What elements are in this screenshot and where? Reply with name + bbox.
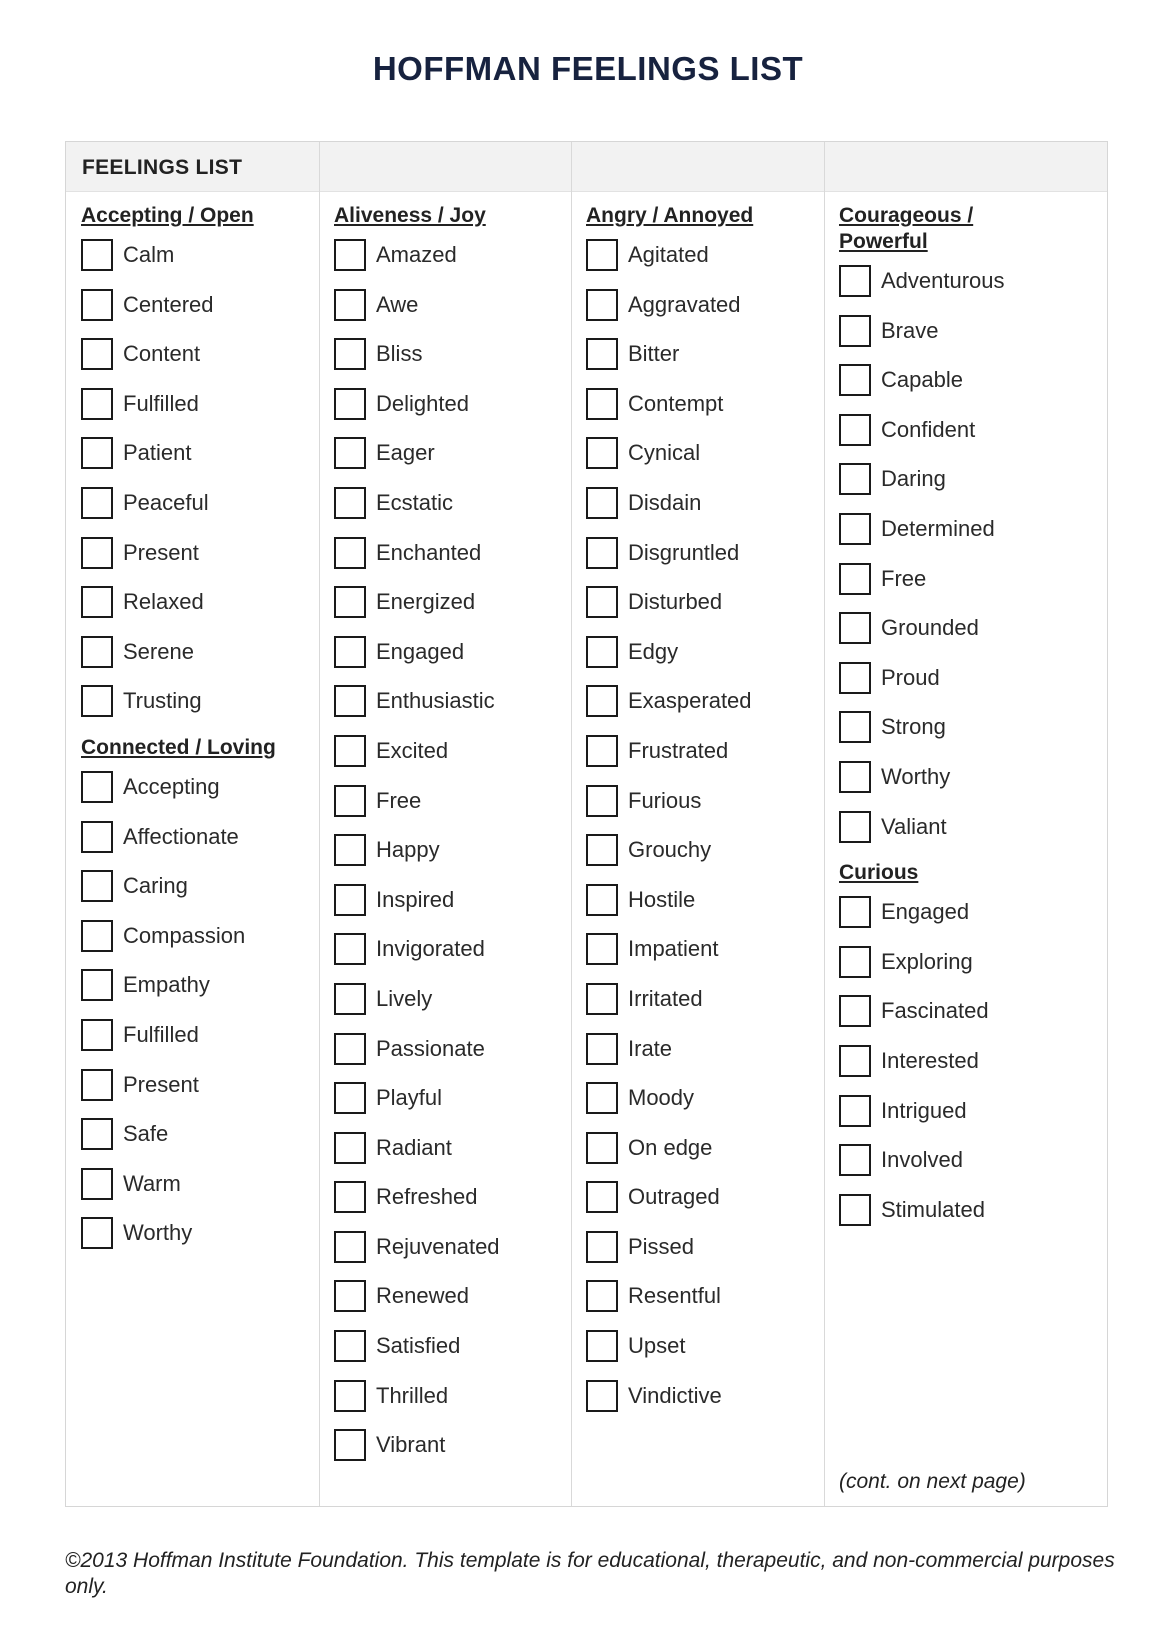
feeling-label: Edgy	[628, 638, 679, 664]
feeling-checkbox[interactable]	[839, 761, 871, 793]
feeling-label: Free	[376, 787, 422, 813]
feeling-item[interactable]	[334, 785, 554, 835]
feeling-checkbox[interactable]	[839, 513, 871, 545]
feeling-label: Empathy	[123, 972, 210, 998]
feeling-item[interactable]	[81, 487, 301, 537]
feeling-item[interactable]	[586, 1082, 806, 1132]
feeling-label: Satisfied	[376, 1333, 461, 1359]
feeling-checkbox[interactable]	[334, 1082, 366, 1114]
feeling-item[interactable]	[334, 338, 554, 388]
feeling-checkbox[interactable]	[839, 414, 871, 446]
feeling-checkbox[interactable]	[839, 995, 871, 1027]
feeling-label: Happy	[376, 837, 440, 863]
feeling-label: Stimulated	[881, 1196, 985, 1222]
feeling-checkbox[interactable]	[586, 437, 618, 469]
feeling-checkbox[interactable]	[334, 289, 366, 321]
feeling-checkbox[interactable]	[839, 896, 871, 928]
feeling-item[interactable]	[334, 437, 554, 487]
feeling-item[interactable]	[839, 1045, 1059, 1095]
feeling-item[interactable]	[586, 487, 806, 537]
feeling-item[interactable]	[839, 463, 1059, 513]
feeling-label: Capable	[881, 367, 963, 393]
feeling-checkbox[interactable]	[586, 338, 618, 370]
feeling-label: Agitated	[628, 242, 709, 267]
feeling-item[interactable]	[839, 1095, 1059, 1145]
feeling-item[interactable]	[334, 636, 554, 686]
feeling-label: Exasperated	[628, 688, 752, 714]
section-heading: Accepting / Open	[81, 204, 254, 227]
feeling-item[interactable]	[586, 933, 806, 983]
feeling-item[interactable]	[586, 1280, 806, 1330]
feeling-checkbox[interactable]	[586, 1380, 618, 1412]
feeling-item[interactable]	[81, 437, 301, 487]
feeling-item[interactable]	[334, 834, 554, 884]
feeling-item[interactable]	[586, 239, 806, 289]
feeling-item[interactable]	[586, 586, 806, 636]
section-heading: Connected / Loving	[81, 735, 276, 759]
feeling-checkbox[interactable]	[839, 1095, 871, 1127]
feeling-checkbox[interactable]	[586, 1181, 618, 1213]
feeling-checkbox[interactable]	[839, 1194, 871, 1226]
feeling-label: Intrigued	[881, 1097, 967, 1123]
column-divider	[571, 142, 572, 1506]
feeling-label: Exploring	[881, 948, 973, 974]
feeling-checkbox[interactable]	[586, 735, 618, 767]
feeling-item[interactable]	[81, 636, 301, 686]
feeling-item[interactable]	[586, 636, 806, 686]
feeling-checkbox[interactable]	[586, 685, 618, 717]
feeling-item[interactable]	[586, 785, 806, 835]
feeling-label: Caring	[123, 873, 188, 899]
feeling-checkbox[interactable]	[334, 1033, 366, 1065]
feeling-item[interactable]	[586, 685, 806, 735]
feeling-label: Awe	[376, 291, 419, 317]
feeling-item[interactable]	[586, 884, 806, 934]
feeling-checkbox[interactable]	[586, 884, 618, 916]
feeling-label: Fulfilled	[123, 390, 199, 416]
feeling-label: Radiant	[376, 1134, 452, 1160]
feeling-label: Impatient	[628, 936, 719, 962]
feeling-label: Centered	[123, 291, 214, 317]
feeling-item[interactable]	[334, 1280, 554, 1330]
feeling-checkbox[interactable]	[334, 735, 366, 767]
feeling-label: Trusting	[123, 688, 202, 714]
feeling-label: Vindictive	[628, 1382, 722, 1408]
feeling-item[interactable]	[839, 995, 1059, 1045]
feeling-checkbox[interactable]	[81, 1217, 113, 1249]
feeling-item[interactable]	[586, 437, 806, 487]
feeling-checkbox[interactable]	[334, 685, 366, 717]
feeling-checkbox[interactable]	[586, 933, 618, 965]
feeling-item[interactable]	[839, 265, 1059, 315]
feeling-item[interactable]	[334, 735, 554, 785]
feeling-checkbox[interactable]	[586, 289, 618, 321]
feeling-item[interactable]	[586, 1231, 806, 1281]
feeling-checkbox[interactable]	[81, 537, 113, 569]
feeling-item[interactable]	[586, 388, 806, 438]
feeling-item[interactable]	[586, 983, 806, 1033]
feeling-item[interactable]	[81, 289, 301, 339]
feelings-column-2	[334, 203, 554, 1479]
feeling-label: Grounded	[881, 615, 979, 641]
feeling-checkbox[interactable]	[81, 1118, 113, 1150]
feeling-checkbox[interactable]	[81, 636, 113, 668]
feeling-item[interactable]	[839, 612, 1059, 662]
feeling-item[interactable]	[586, 735, 806, 785]
feeling-checkbox[interactable]	[586, 1280, 618, 1312]
feelings-column-4	[839, 203, 1059, 1243]
feeling-checkbox[interactable]	[334, 537, 366, 569]
feeling-label: Affectionate	[123, 823, 239, 849]
feeling-item[interactable]	[81, 239, 301, 289]
feeling-checkbox[interactable]	[81, 920, 113, 952]
feeling-item[interactable]	[81, 771, 301, 821]
feeling-label: Bitter	[628, 341, 680, 367]
feeling-item[interactable]	[334, 983, 554, 1033]
feeling-label: Grouchy	[628, 837, 712, 863]
section-heading: Aliveness / Joy	[334, 204, 486, 227]
feeling-label: Relaxed	[123, 589, 204, 615]
feeling-item[interactable]	[334, 289, 554, 339]
feeling-checkbox[interactable]	[586, 1330, 618, 1362]
feeling-label: Eager	[376, 440, 435, 466]
feeling-checkbox[interactable]	[334, 437, 366, 469]
feeling-label: Rejuvenated	[376, 1233, 500, 1259]
feeling-item[interactable]	[81, 685, 301, 735]
feeling-item[interactable]	[839, 711, 1059, 761]
feeling-item[interactable]	[81, 1217, 301, 1267]
feeling-label: Strong	[881, 714, 946, 740]
feeling-item[interactable]	[839, 315, 1059, 365]
feeling-label: Valiant	[881, 813, 947, 839]
feeling-label: Renewed	[376, 1283, 469, 1309]
feeling-label: Inspired	[376, 886, 455, 912]
feeling-label: Involved	[881, 1147, 963, 1173]
feeling-label: Enthusiastic	[376, 688, 495, 714]
feeling-label: Playful	[376, 1085, 443, 1111]
feeling-label: Enchanted	[376, 539, 482, 565]
feeling-item[interactable]	[839, 563, 1059, 613]
feeling-label: Amazed	[376, 242, 457, 267]
feeling-label: Compassion	[123, 922, 246, 948]
feeling-checkbox[interactable]	[839, 811, 871, 843]
feeling-item[interactable]	[334, 586, 554, 636]
feeling-item[interactable]	[334, 1429, 554, 1479]
feeling-label: Delighted	[376, 390, 469, 416]
feeling-checkbox[interactable]	[81, 1019, 113, 1051]
feeling-checkbox[interactable]	[586, 1132, 618, 1164]
feelings-table	[65, 141, 1108, 1507]
feeling-item[interactable]	[81, 969, 301, 1019]
feeling-item[interactable]	[334, 1181, 554, 1231]
feeling-label: Invigorated	[376, 936, 485, 962]
feeling-checkbox[interactable]	[334, 1181, 366, 1213]
feeling-checkbox[interactable]	[334, 388, 366, 420]
feeling-checkbox[interactable]	[81, 586, 113, 618]
feeling-label: Worthy	[881, 763, 951, 789]
feeling-checkbox[interactable]	[334, 983, 366, 1015]
feeling-checkbox[interactable]	[334, 933, 366, 965]
feeling-label: Pissed	[628, 1233, 695, 1259]
feeling-checkbox[interactable]	[334, 586, 366, 618]
feeling-label: Proud	[881, 664, 940, 690]
column-divider	[824, 142, 825, 1506]
feeling-checkbox[interactable]	[334, 1380, 366, 1412]
feeling-checkbox[interactable]	[839, 612, 871, 644]
feeling-item[interactable]	[334, 239, 554, 289]
feeling-checkbox[interactable]	[586, 1231, 618, 1263]
feeling-label: Daring	[881, 466, 946, 492]
feeling-checkbox[interactable]	[839, 711, 871, 743]
feeling-label: Thrilled	[376, 1382, 449, 1408]
feeling-item[interactable]	[81, 1118, 301, 1168]
feeling-checkbox[interactable]	[586, 983, 618, 1015]
feeling-label: Bliss	[376, 341, 423, 367]
feeling-checkbox[interactable]	[586, 537, 618, 569]
feeling-checkbox[interactable]	[81, 437, 113, 469]
feeling-label: Content	[123, 341, 201, 367]
feeling-checkbox[interactable]	[81, 487, 113, 519]
feeling-item[interactable]	[839, 1194, 1059, 1244]
feeling-checkbox[interactable]	[81, 969, 113, 1001]
feeling-label: Cynical	[628, 440, 701, 466]
feeling-label: Accepting	[123, 773, 220, 799]
feeling-checkbox[interactable]	[334, 338, 366, 370]
feeling-item[interactable]	[81, 920, 301, 970]
feeling-item[interactable]	[81, 1168, 301, 1218]
feeling-checkbox[interactable]	[334, 834, 366, 866]
feeling-item[interactable]	[334, 1082, 554, 1132]
feeling-checkbox[interactable]	[81, 388, 113, 420]
feeling-label: Engaged	[376, 638, 465, 664]
feeling-item[interactable]	[81, 1069, 301, 1119]
feeling-label: Aggravated	[628, 291, 741, 317]
feeling-label: Confident	[881, 416, 976, 442]
feeling-label: Excited	[376, 737, 449, 763]
feeling-label: Irritated	[628, 985, 703, 1011]
feeling-checkbox[interactable]	[334, 1231, 366, 1263]
feeling-label: Peaceful	[123, 489, 209, 515]
feeling-item[interactable]	[586, 1181, 806, 1231]
feeling-checkbox[interactable]	[334, 785, 366, 817]
feeling-checkbox[interactable]	[81, 1069, 113, 1101]
feeling-checkbox[interactable]	[586, 1033, 618, 1065]
feeling-item[interactable]	[334, 1132, 554, 1182]
feeling-label: Resentful	[628, 1283, 721, 1309]
feeling-label: Warm	[123, 1170, 181, 1196]
feeling-item[interactable]	[334, 685, 554, 735]
page-title: HOFFMAN FEELINGS LIST	[372, 50, 804, 87]
feeling-item[interactable]	[839, 414, 1059, 464]
feeling-label: Brave	[881, 317, 939, 343]
feeling-checkbox[interactable]	[586, 1082, 618, 1114]
feeling-label: Disgruntled	[628, 539, 740, 565]
feeling-checkbox[interactable]	[81, 821, 113, 853]
feeling-item[interactable]	[839, 1144, 1059, 1194]
feeling-checkbox[interactable]	[586, 834, 618, 866]
section-heading: Courageous / Powerful	[839, 204, 974, 253]
feeling-item[interactable]	[586, 537, 806, 587]
feeling-label: Patient	[123, 440, 192, 466]
feeling-item[interactable]	[334, 1330, 554, 1380]
feeling-label: Worthy	[123, 1220, 193, 1246]
feeling-item[interactable]	[334, 388, 554, 438]
feeling-label: Interested	[881, 1047, 979, 1073]
feeling-item[interactable]	[81, 1019, 301, 1069]
feeling-item[interactable]	[586, 1132, 806, 1182]
feeling-item[interactable]	[334, 884, 554, 934]
feeling-label: Outraged	[628, 1184, 720, 1210]
feeling-item[interactable]	[81, 821, 301, 871]
feeling-checkbox[interactable]	[334, 1132, 366, 1164]
feeling-label: Frustrated	[628, 737, 729, 763]
feeling-checkbox[interactable]	[81, 239, 113, 271]
feeling-checkbox[interactable]	[334, 487, 366, 519]
feeling-item[interactable]	[839, 946, 1059, 996]
feeling-label: Hostile	[628, 886, 696, 912]
feeling-label: Fascinated	[881, 998, 989, 1024]
feeling-item[interactable]	[586, 1380, 806, 1430]
feeling-checkbox[interactable]	[839, 563, 871, 595]
feeling-checkbox[interactable]	[839, 946, 871, 978]
feeling-label: Energized	[376, 589, 476, 615]
feeling-label: Engaged	[881, 899, 970, 925]
feeling-checkbox[interactable]	[586, 586, 618, 618]
feeling-label: Present	[123, 1071, 199, 1097]
feeling-item[interactable]	[586, 338, 806, 388]
feeling-item[interactable]	[839, 513, 1059, 563]
feeling-checkbox[interactable]	[334, 239, 366, 271]
feeling-label: Refreshed	[376, 1184, 478, 1210]
feeling-checkbox[interactable]	[839, 1045, 871, 1077]
feeling-item[interactable]	[334, 1033, 554, 1083]
feeling-label: Upset	[628, 1333, 686, 1359]
feeling-item[interactable]	[81, 388, 301, 438]
feeling-label: Moody	[628, 1085, 695, 1111]
feeling-item[interactable]	[586, 1033, 806, 1083]
feeling-item[interactable]	[81, 338, 301, 388]
feeling-checkbox[interactable]	[334, 636, 366, 668]
feeling-label: Lively	[376, 985, 433, 1011]
feeling-item[interactable]	[334, 1231, 554, 1281]
feeling-checkbox[interactable]	[839, 1144, 871, 1176]
table-header-row	[66, 142, 1107, 192]
feeling-item[interactable]	[334, 487, 554, 537]
feeling-label: Safe	[123, 1121, 169, 1147]
feeling-checkbox[interactable]	[839, 463, 871, 495]
feeling-label: Disturbed	[628, 589, 723, 615]
feeling-label: Present	[123, 539, 199, 565]
copyright-footer: ©2013 Hoffman Institute Foundation. This template is for educational, therapeutic, and non-commercial purposes only.	[65, 1549, 1115, 1598]
feeling-checkbox[interactable]	[334, 884, 366, 916]
feeling-label: Disdain	[628, 489, 702, 515]
table-header-label: FEELINGS LIST	[82, 156, 243, 179]
feeling-label: Calm	[123, 242, 175, 267]
feeling-label: Determined	[881, 515, 995, 541]
feeling-item[interactable]	[839, 662, 1059, 712]
feeling-label: Ecstatic	[376, 489, 454, 515]
feeling-checkbox[interactable]	[334, 1330, 366, 1362]
feeling-item[interactable]	[586, 289, 806, 339]
feeling-checkbox[interactable]	[81, 771, 113, 803]
feeling-label: Passionate	[376, 1035, 485, 1061]
feeling-item[interactable]	[334, 933, 554, 983]
feeling-checkbox[interactable]	[81, 870, 113, 902]
continued-note: (cont. on next page)	[839, 1470, 1026, 1493]
feeling-checkbox[interactable]	[586, 487, 618, 519]
feeling-checkbox[interactable]	[81, 685, 113, 717]
column-divider	[319, 142, 320, 1506]
feeling-checkbox[interactable]	[586, 388, 618, 420]
section-heading: Curious	[839, 861, 919, 885]
feeling-item[interactable]	[334, 537, 554, 587]
feeling-checkbox[interactable]	[334, 1429, 366, 1461]
feeling-label: Irate	[628, 1035, 673, 1061]
section-heading: Angry / Annoyed	[586, 204, 754, 227]
feeling-label: On edge	[628, 1134, 713, 1160]
feelings-column-1	[81, 203, 301, 1267]
feeling-label: Contempt	[628, 390, 724, 416]
feeling-item[interactable]	[586, 1330, 806, 1380]
feeling-item[interactable]	[81, 870, 301, 920]
feeling-checkbox[interactable]	[81, 1168, 113, 1200]
feeling-item[interactable]	[839, 364, 1059, 414]
feeling-item[interactable]	[81, 586, 301, 636]
feeling-item[interactable]	[839, 761, 1059, 811]
feeling-label: Furious	[628, 787, 702, 813]
feeling-checkbox[interactable]	[586, 636, 618, 668]
feeling-checkbox[interactable]	[81, 338, 113, 370]
feeling-label: Fulfilled	[123, 1021, 199, 1047]
feeling-checkbox[interactable]	[839, 315, 871, 347]
feeling-label: Serene	[123, 638, 194, 664]
feelings-column-3	[586, 203, 806, 1429]
feeling-checkbox[interactable]	[586, 785, 618, 817]
feeling-checkbox[interactable]	[839, 364, 871, 396]
feeling-checkbox[interactable]	[839, 265, 871, 297]
feeling-checkbox[interactable]	[81, 289, 113, 321]
feeling-item[interactable]	[839, 811, 1059, 861]
feeling-label: Free	[881, 565, 927, 591]
feeling-item[interactable]	[839, 896, 1059, 946]
feeling-label: Vibrant	[376, 1432, 446, 1458]
feeling-checkbox[interactable]	[839, 662, 871, 694]
feeling-item[interactable]	[334, 1380, 554, 1430]
feeling-item[interactable]	[586, 834, 806, 884]
feeling-item[interactable]	[81, 537, 301, 587]
feeling-checkbox[interactable]	[586, 239, 618, 271]
feeling-checkbox[interactable]	[334, 1280, 366, 1312]
feeling-label: Adventurous	[881, 268, 1005, 293]
